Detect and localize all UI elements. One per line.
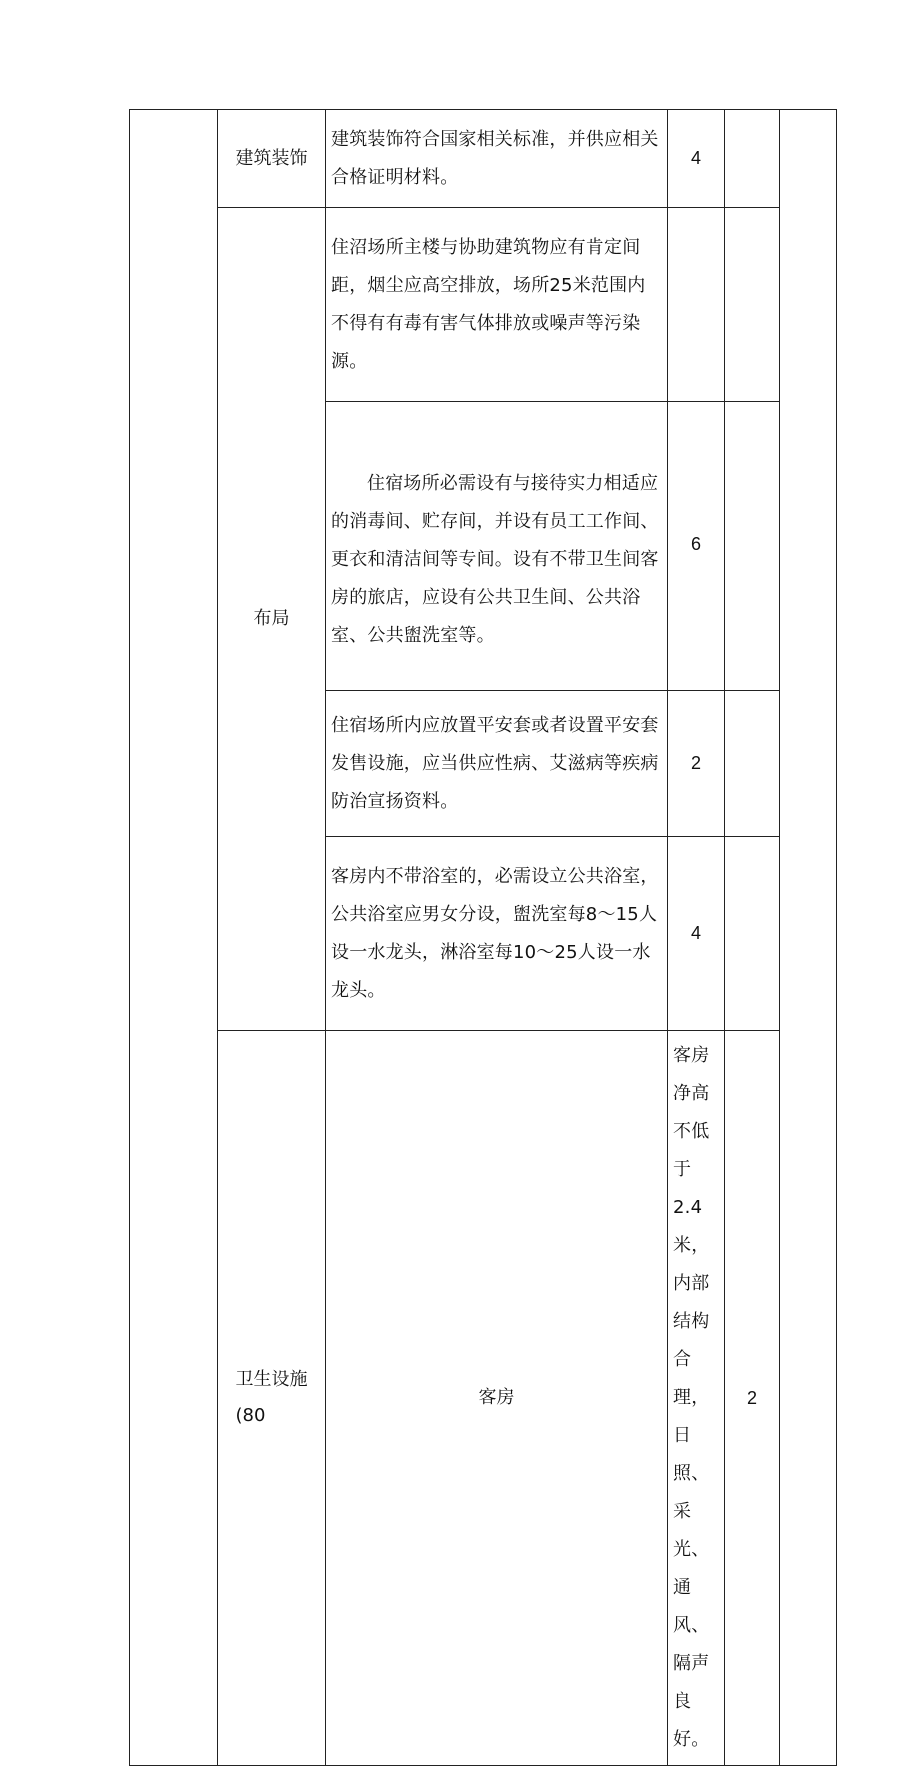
empty-cell <box>725 402 780 691</box>
evaluation-table <box>129 109 837 1766</box>
requirement-cell: 住宿场所内应放置平安套或者设置平安套发售设施，应当供应性病、艾滋病等疾病防治宣扬资料。 <box>326 691 668 837</box>
score-cell: 2 <box>725 1031 780 1766</box>
requirement-text: 住宿场所必需设有与接待实力相适应的消毒间、贮存间，并设有员工工作间、更衣和清洁间等专间。设有不带卫生间客房的旅店，应设有公共卫生间、公共浴室、公共盥洗室等。 <box>331 473 659 646</box>
requirement-cell: 住沼场所主楼与协助建筑物应有肯定间距，烟尘应高空排放，场所25米范围内不得有有毒有害气体排放或噪声等污染源。 <box>326 208 668 402</box>
requirement-cell: 建筑装饰符合国家相关标准，并供应相关合格证明材料。 <box>326 110 668 208</box>
score-cell <box>668 208 725 402</box>
table-row <box>130 208 837 402</box>
category-label-score: (80 <box>235 1405 266 1426</box>
subcategory-cell: 客房 <box>326 1031 668 1766</box>
score-cell: 2 <box>668 691 725 837</box>
score-cell: 4 <box>668 837 725 1031</box>
category-cell-empty <box>130 110 218 1766</box>
empty-cell <box>725 208 780 402</box>
subcategory-cell: 布局 <box>218 208 326 1031</box>
empty-cell <box>725 837 780 1031</box>
category-label: 卫生设施 <box>235 1369 308 1390</box>
requirement-cell: 客房内不带浴室的，必需设立公共浴室，公共浴室应男女分设，盥洗室每8～15人设一水龙头，淋浴室每10～25人设一水龙头。 <box>326 837 668 1031</box>
empty-cell <box>780 110 837 1766</box>
subcategory-cell: 建筑装饰 <box>218 110 326 208</box>
requirement-cell <box>326 402 668 691</box>
score-cell: 4 <box>668 110 725 208</box>
empty-cell <box>725 691 780 837</box>
table-row <box>130 1031 837 1766</box>
category-cell <box>218 1031 326 1766</box>
table-row <box>130 110 837 208</box>
requirement-cell: 客房净高不低于2.4米，内部结构合理，日照、采光、通风、隔声良好。 <box>668 1031 725 1766</box>
score-cell: 6 <box>668 402 725 691</box>
empty-cell <box>725 110 780 208</box>
